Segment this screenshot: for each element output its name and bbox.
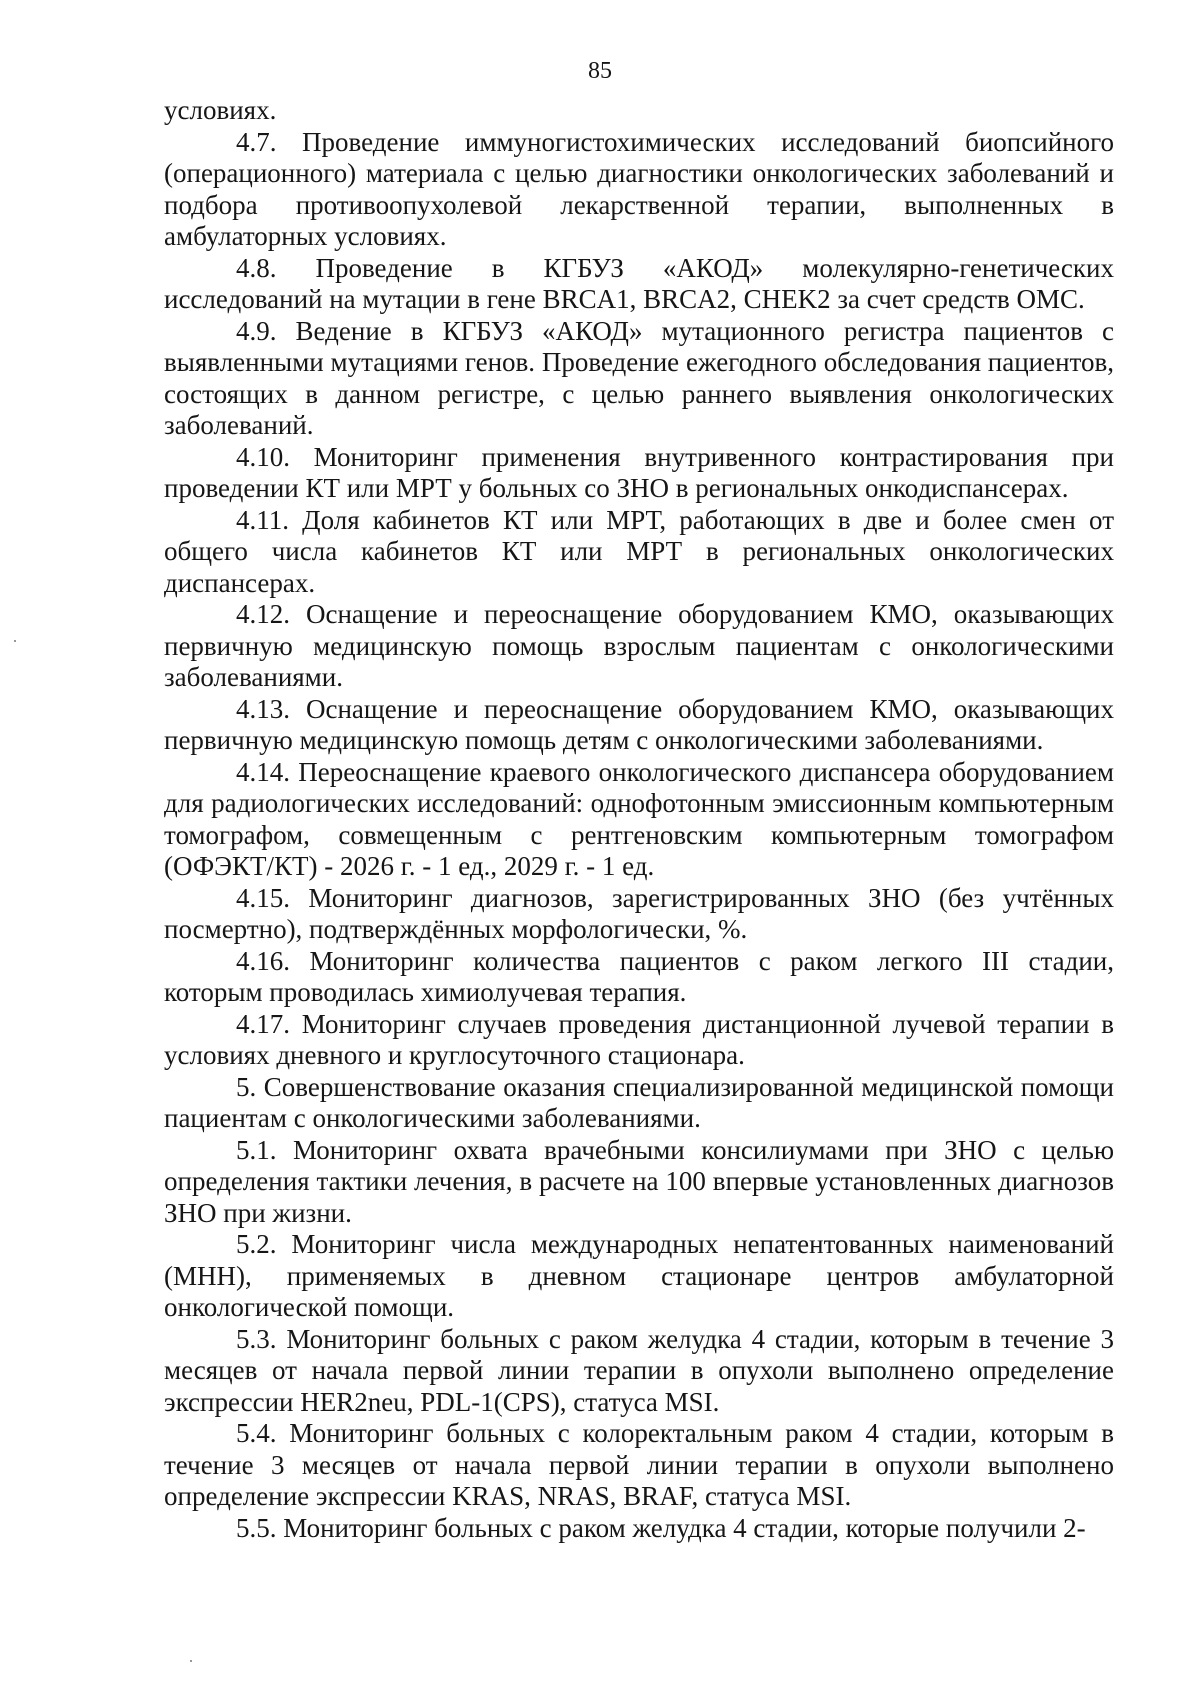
paragraph-4-14: 4.14. Переоснащение краевого онкологического диспансера оборудованием для радиологических исследований: однофотонным эмиссионным компьютерным томографом, совмещенным с рентгеновским компьютерным томографом (ОФЭКТ/КТ) - 2026 г. - 1 ед., 2029 г. - 1 ед.	[164, 756, 1114, 881]
paragraph-4-16: 4.16. Мониторинг количества пациентов с раком легкого III стадии, которым проводилась химиолучевая терапия.	[164, 945, 1114, 1007]
paragraph-4-7: 4.7. Проведение иммуногистохимических исследований биопсийного (операционного) материала с целью диагностики онкологических заболеваний и подбора противоопухолевой лекарственной терапии, выполненных в амбулаторных условиях.	[164, 126, 1114, 251]
paragraph-4-9: 4.9. Ведение в КГБУЗ «АКОД» мутационного регистра пациентов с выявленными мутациями генов. Проведение ежегодного обследования пациентов, состоящих в данном регистре, с целью раннего выявления онкологических заболеваний.	[164, 315, 1114, 440]
paragraph-4-11: 4.11. Доля кабинетов КТ или МРТ, работающих в две и более смен от общего числа кабинетов КТ или МРТ в региональных онкологических диспансерах.	[164, 504, 1114, 598]
scan-speck	[190, 1660, 192, 1662]
paragraph-4-15: 4.15. Мониторинг диагнозов, зарегистрированных ЗНО (без учтённых посмертно), подтверждённых морфологически, %.	[164, 882, 1114, 944]
paragraph-5-4: 5.4. Мониторинг больных с колоректальным раком 4 стадии, которым в течение 3 месяцев от начала первой линии терапии в опухоли выполнено определение экспрессии KRAS, NRAS, BRAF, статуса MSI.	[164, 1418, 1114, 1511]
paragraph-5: 5. Совершенствование оказания специализированной медицинской помощи пациентам с онкологическими заболеваниями.	[164, 1071, 1114, 1133]
paragraph-4-8: 4.8. Проведение в КГБУЗ «АКОД» молекулярно-генетических исследований на мутации в гене BRCA1, BRCA2, CHEK2 за счет средств ОМС.	[164, 252, 1114, 314]
document-body	[164, 95, 1114, 1544]
paragraph-5-3: 5.3. Мониторинг больных с раком желудка 4 стадии, которым в течение 3 месяцев от начала первой линии терапии в опухоли выполнено определение экспрессии HER2neu, PDL-1(CPS), статуса MSI.	[164, 1323, 1114, 1417]
page-number: 85	[588, 58, 612, 84]
paragraph-5-1: 5.1. Мониторинг охвата врачебными консилиумами при ЗНО с целью определения тактики лечения, в расчете на 100 впервые установленных диагнозов ЗНО при жизни.	[164, 1134, 1114, 1228]
paragraph-4-17: 4.17. Мониторинг случаев проведения дистанционной лучевой терапии в условиях дневного и круглосуточного стационара.	[164, 1008, 1114, 1070]
paragraph-5-5: 5.5. Мониторинг больных с раком желудка 4 стадии, которые получили 2-	[236, 1512, 1086, 1543]
scan-speck	[14, 640, 16, 642]
paragraph-4-10: 4.10. Мониторинг применения внутривенного контрастирования при проведении КТ или МРТ у больных со ЗНО в региональных онкодиспансерах.	[164, 441, 1114, 503]
paragraph-5-2: 5.2. Мониторинг числа международных непатентованных наименований (МНН), применяемых в дневном стационаре центров амбулаторной онкологической помощи.	[164, 1229, 1114, 1322]
paragraph-continuation: условиях.	[164, 95, 277, 125]
paragraph-4-13: 4.13. Оснащение и переоснащение оборудованием КМО, оказывающих первичную медицинскую помощь детям с онкологическими заболеваниями.	[164, 693, 1114, 755]
paragraph-4-12: 4.12. Оснащение и переоснащение оборудованием КМО, оказывающих первичную медицинскую помощь взрослым пациентам с онкологическими заболеваниями.	[164, 599, 1114, 692]
